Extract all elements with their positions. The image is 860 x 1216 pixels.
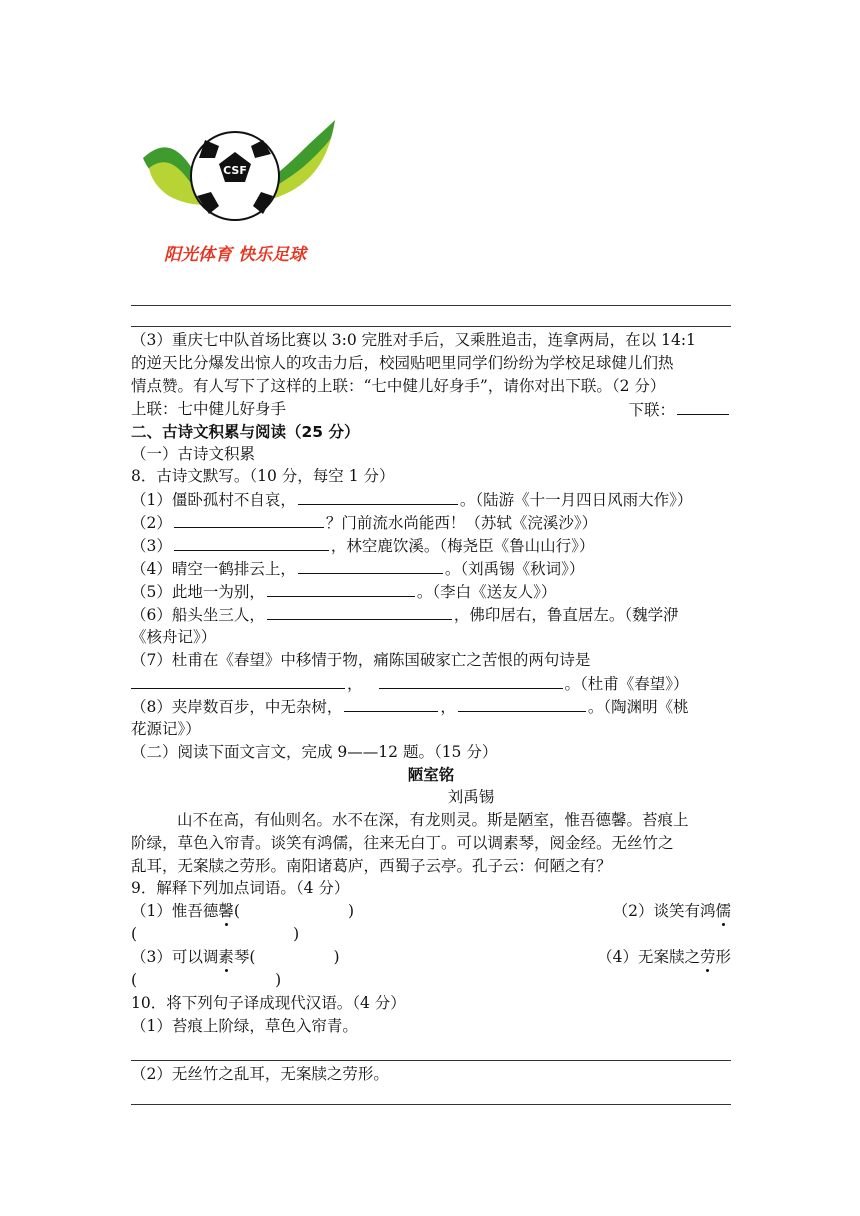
- q8-item-1: （1）僵卧孤村不自哀， 。（陆游《十一月四日风雨大作》）: [131, 488, 731, 511]
- q8-blank-6[interactable]: [267, 603, 452, 620]
- q8-blank-4[interactable]: [298, 557, 443, 574]
- section-2-sub1: （一）古诗文积累: [131, 445, 256, 463]
- q8-item-7-blanks: ， 。（杜甫《春望》）: [131, 672, 731, 695]
- q8-blank-1[interactable]: [298, 488, 458, 505]
- lower-couplet-blank[interactable]: [677, 398, 729, 415]
- q9-row-2-answer: ( ): [131, 971, 282, 989]
- q10-answer-line-2[interactable]: [131, 1104, 731, 1105]
- school-football-logo: [135, 118, 345, 278]
- q8-item-8-cont: 花源记》）: [131, 720, 201, 738]
- q8-item-2: （2） ？门前流水尚能西！（苏轼《浣溪沙》）: [131, 511, 731, 534]
- divider-top: [131, 305, 731, 306]
- q10-sentence-2: （2）无丝竹之乱耳，无案牍之劳形。: [131, 1065, 389, 1083]
- q3-couplet: [131, 398, 731, 421]
- q8-item-5: （5）此地一为别， 。（李白《送友人》）: [131, 580, 731, 603]
- q3-line-3: 情点赞。有人写下了这样的上联：“七中健儿好身手”，请你对出下联。（2 分）: [131, 377, 666, 395]
- q10-head: 10．将下列句子译成现代汉语。（4 分）: [131, 994, 406, 1012]
- q8-blank-5[interactable]: [267, 580, 415, 597]
- passage-line-1: 山不在高，有仙则名。水不在深，有龙则灵。斯是陋室，惟吾德馨。苔痕上: [177, 811, 689, 829]
- q8-blank-8a[interactable]: [344, 695, 438, 712]
- logo-slogan: 阳光体育 快乐足球: [164, 245, 306, 265]
- q9-row-1: （1）惟吾德馨( ) （2）谈笑有鸿儒: [131, 902, 731, 920]
- q10-answer-line-1[interactable]: [131, 1060, 731, 1061]
- q8-blank-8b[interactable]: [458, 695, 586, 712]
- lower-couplet-label: 下联：: [628, 401, 675, 419]
- q8-item-3: （3） ，林空鹿饮溪。（梅尧臣《鲁山山行》）: [131, 534, 731, 557]
- q8-blank-3[interactable]: [174, 534, 329, 551]
- q10-sentence-1: （1）苔痕上阶绿，草色入帘青。: [131, 1017, 358, 1035]
- passage-line-2: 阶绿，草色入帘青。谈笑有鸿儒，往来无白丁。可以调素琴，阅金经。无丝竹之: [131, 834, 674, 852]
- upper-couplet: 上联：七中健儿好身手: [131, 400, 287, 418]
- q8-item-7: （7）杜甫在《春望》中移情于物，痛陈国破家亡之苦恨的两句诗是: [131, 651, 591, 669]
- q8-item-4: （4）晴空一鹤排云上， 。（刘禹锡《秋词》）: [131, 557, 731, 580]
- q8-item-6: （6）船头坐三人， ，佛印居右，鲁直居左。（魏学洢: [131, 603, 731, 626]
- q3-line-1: （3）重庆七中队首场比赛以 3:0 完胜对手后，又乘胜追击，连拿两局，在以 14:1: [131, 331, 696, 349]
- q3-line-2: 的逆天比分爆发出惊人的攻击力后，校园贴吧里同学们纷纷为学校足球健儿们热: [131, 354, 674, 372]
- section-2-title: 二、古诗文积累与阅读（25 分）: [131, 423, 360, 441]
- passage-line-3: 乱耳，无案牍之劳形。南阳诸葛庐，西蜀子云亭。孔子云：何陋之有？: [131, 857, 612, 875]
- q8-item-6-cont: 《核舟记》）: [131, 628, 217, 646]
- q8-head: 8．古诗文默写。（10 分，每空 1 分）: [131, 467, 395, 485]
- divider-q3: [131, 326, 731, 327]
- q9-row-1-answer: ( ): [131, 925, 300, 943]
- section-2-sub2: （二）阅读下面文言文，完成 9——12 题。（15 分）: [131, 743, 498, 761]
- q8-blank-7b[interactable]: [379, 672, 563, 689]
- q8-blank-7a[interactable]: [131, 672, 345, 689]
- logo-ball-text: CSF: [223, 164, 247, 177]
- q9-head: 9．解释下列加点词语。（4 分）: [131, 879, 350, 897]
- passage-author: 刘禹锡: [447, 788, 495, 806]
- q8-item-8: （8）夹岸数百步，中无杂树， ， 。（陶渊明《桃: [131, 695, 731, 718]
- q8-blank-2[interactable]: [174, 511, 324, 528]
- q9-row-2: （3）可以调素琴( ) （4）无案牍之劳形: [131, 948, 731, 966]
- passage-title: 陋室铭: [407, 766, 455, 784]
